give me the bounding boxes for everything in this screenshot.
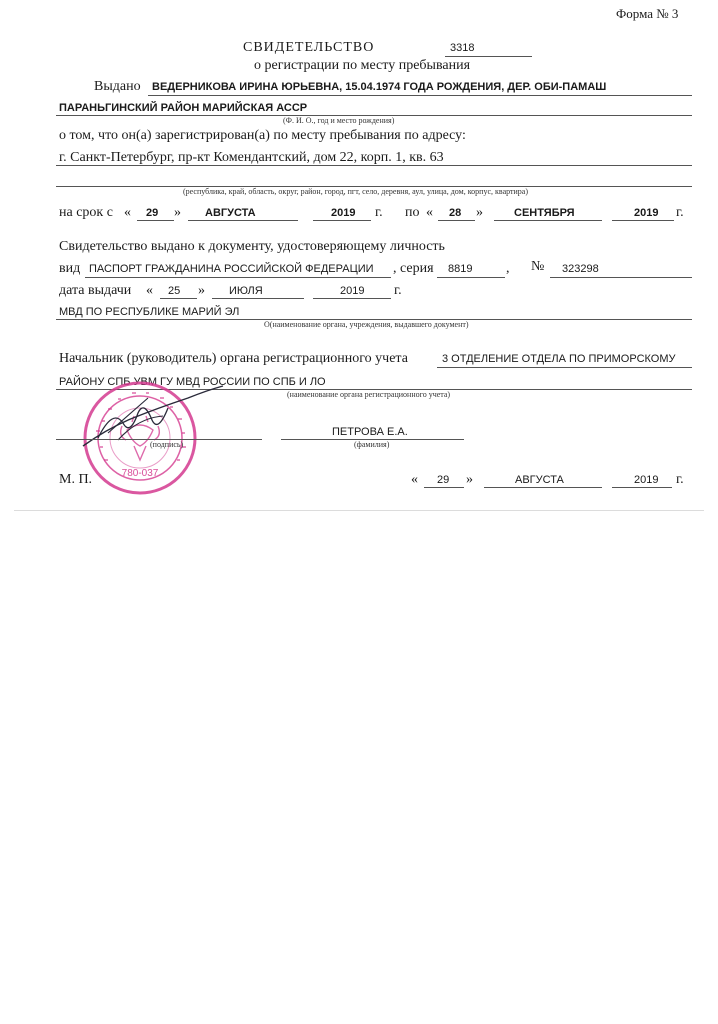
issue-month-underline: [212, 298, 304, 299]
org-underline-1: [437, 367, 692, 368]
term-from-month: АВГУСТА: [205, 207, 256, 219]
doc-issuer-caption: О(наименование органа, учреждения, выдавшего документ): [264, 320, 469, 329]
issued-label: Выдано: [94, 79, 141, 94]
doc-type-underline: [85, 277, 391, 278]
term-to-label: по: [405, 205, 420, 220]
term-to-open-quote: «: [426, 205, 433, 220]
doc-type-label: вид: [59, 261, 81, 276]
term-to-day-underline: [438, 220, 475, 221]
doc-number-value: 323298: [562, 263, 599, 275]
issue-year-suffix: г.: [394, 283, 402, 298]
term-to-year-underline: [612, 220, 674, 221]
issue-day: 25: [168, 285, 181, 297]
sign-open-quote: «: [411, 472, 418, 487]
term-from-day: 29: [146, 207, 159, 219]
head-label: Начальник (руководитель) органа регистрационного учета: [59, 351, 408, 366]
doc-comma: ,: [506, 261, 510, 276]
form-bottom-edge: [14, 510, 704, 511]
document-subtitle: о регистрации по месту пребывания: [254, 58, 471, 73]
document-title: СВИДЕТЕЛЬСТВО: [243, 40, 375, 55]
sign-month: АВГУСТА: [515, 474, 564, 486]
form-number: Форма № 3: [616, 6, 679, 21]
issue-year: 2019: [340, 285, 365, 297]
signer-name: ПЕТРОВА Е.А.: [332, 426, 408, 438]
issue-open-quote: «: [146, 283, 153, 298]
registered-text: о том, что он(а) зарегистрирован(а) по месту пребывания по адресу:: [59, 128, 466, 143]
person-line-2: ПАРАНЬГИНСКИЙ РАЙОН МАРИЙСКАЯ АССР: [59, 102, 308, 114]
term-to-month-underline: [494, 220, 602, 221]
doc-series-underline: [437, 277, 505, 278]
certificate-number: 3318: [450, 42, 475, 54]
doc-issuer: МВД ПО РЕСПУБЛИКЕ МАРИЙ ЭЛ: [59, 306, 240, 318]
document-text: Свидетельство выдано к документу, удостоверяющему личность: [59, 239, 445, 254]
term-to-year: 2019: [634, 207, 659, 219]
term-from-open-quote: «: [124, 205, 131, 220]
term-from-year: 2019: [331, 207, 356, 219]
doc-number-label: №: [531, 259, 545, 274]
address-value: г. Санкт-Петербург, пр-кт Комендантский, дом 22, корп. 1, кв. 63: [59, 150, 444, 165]
term-from-day-underline: [137, 220, 174, 221]
term-to-month: СЕНТЯБРЯ: [514, 207, 575, 219]
org-caption: (наименование органа регистрационного учета): [287, 390, 451, 399]
address-caption: (республика, край, область, округ, район, город, пгт, село, деревня, аул, улица, дом, корпус, квартира): [183, 187, 529, 196]
doc-number-underline: [550, 277, 692, 278]
sign-day-underline: [424, 487, 464, 488]
term-from-close-quote: »: [174, 205, 181, 220]
issue-month: ИЮЛЯ: [229, 285, 263, 297]
sign-year-suffix: г.: [676, 472, 684, 487]
stamp-place-label: М. П.: [59, 472, 93, 487]
person-underline-1: [148, 95, 692, 96]
address-underline-1: [56, 165, 692, 166]
term-from-year-suffix: г.: [375, 205, 383, 220]
issue-date-label: дата выдачи: [59, 283, 132, 298]
sign-month-underline: [484, 487, 602, 488]
term-to-year-suffix: г.: [676, 205, 684, 220]
issue-close-quote: »: [198, 283, 205, 298]
issue-day-underline: [160, 298, 197, 299]
sign-year-underline: [612, 487, 672, 488]
signature-caption: (подпись): [150, 440, 184, 449]
org-line-2: РАЙОНУ СПБ УВМ ГУ МВД РОССИИ ПО СПБ И ЛО: [59, 376, 326, 388]
issue-year-underline: [313, 298, 391, 299]
person-line-1: ВЕДЕРНИКОВА ИРИНА ЮРЬЕВНА, 15.04.1974 ГОДА РОЖДЕНИЯ, ДЕР. ОБИ-ПАМАШ: [152, 81, 607, 93]
number-underline: [445, 56, 532, 57]
sign-year: 2019: [634, 474, 659, 486]
doc-type-value: ПАСПОРТ ГРАЖДАНИНА РОССИЙСКОЙ ФЕДЕРАЦИИ: [89, 263, 374, 275]
doc-series-label: , серия: [393, 261, 434, 276]
term-to-close-quote: »: [476, 205, 483, 220]
term-from-year-underline: [313, 220, 371, 221]
doc-series-value: 8819: [448, 263, 473, 275]
term-to-day: 28: [449, 207, 462, 219]
stamp-number: 780-037: [121, 468, 159, 479]
org-line-1: 3 ОТДЕЛЕНИЕ ОТДЕЛА ПО ПРИМОРСКОМУ: [442, 353, 676, 365]
sign-day: 29: [437, 474, 450, 486]
sign-close-quote: »: [466, 472, 473, 487]
person-caption: (Ф. И. О., год и место рождения): [283, 116, 395, 125]
term-from-month-underline: [188, 220, 298, 221]
surname-caption: (фамилия): [354, 440, 390, 449]
term-label: на срок с: [59, 205, 113, 220]
